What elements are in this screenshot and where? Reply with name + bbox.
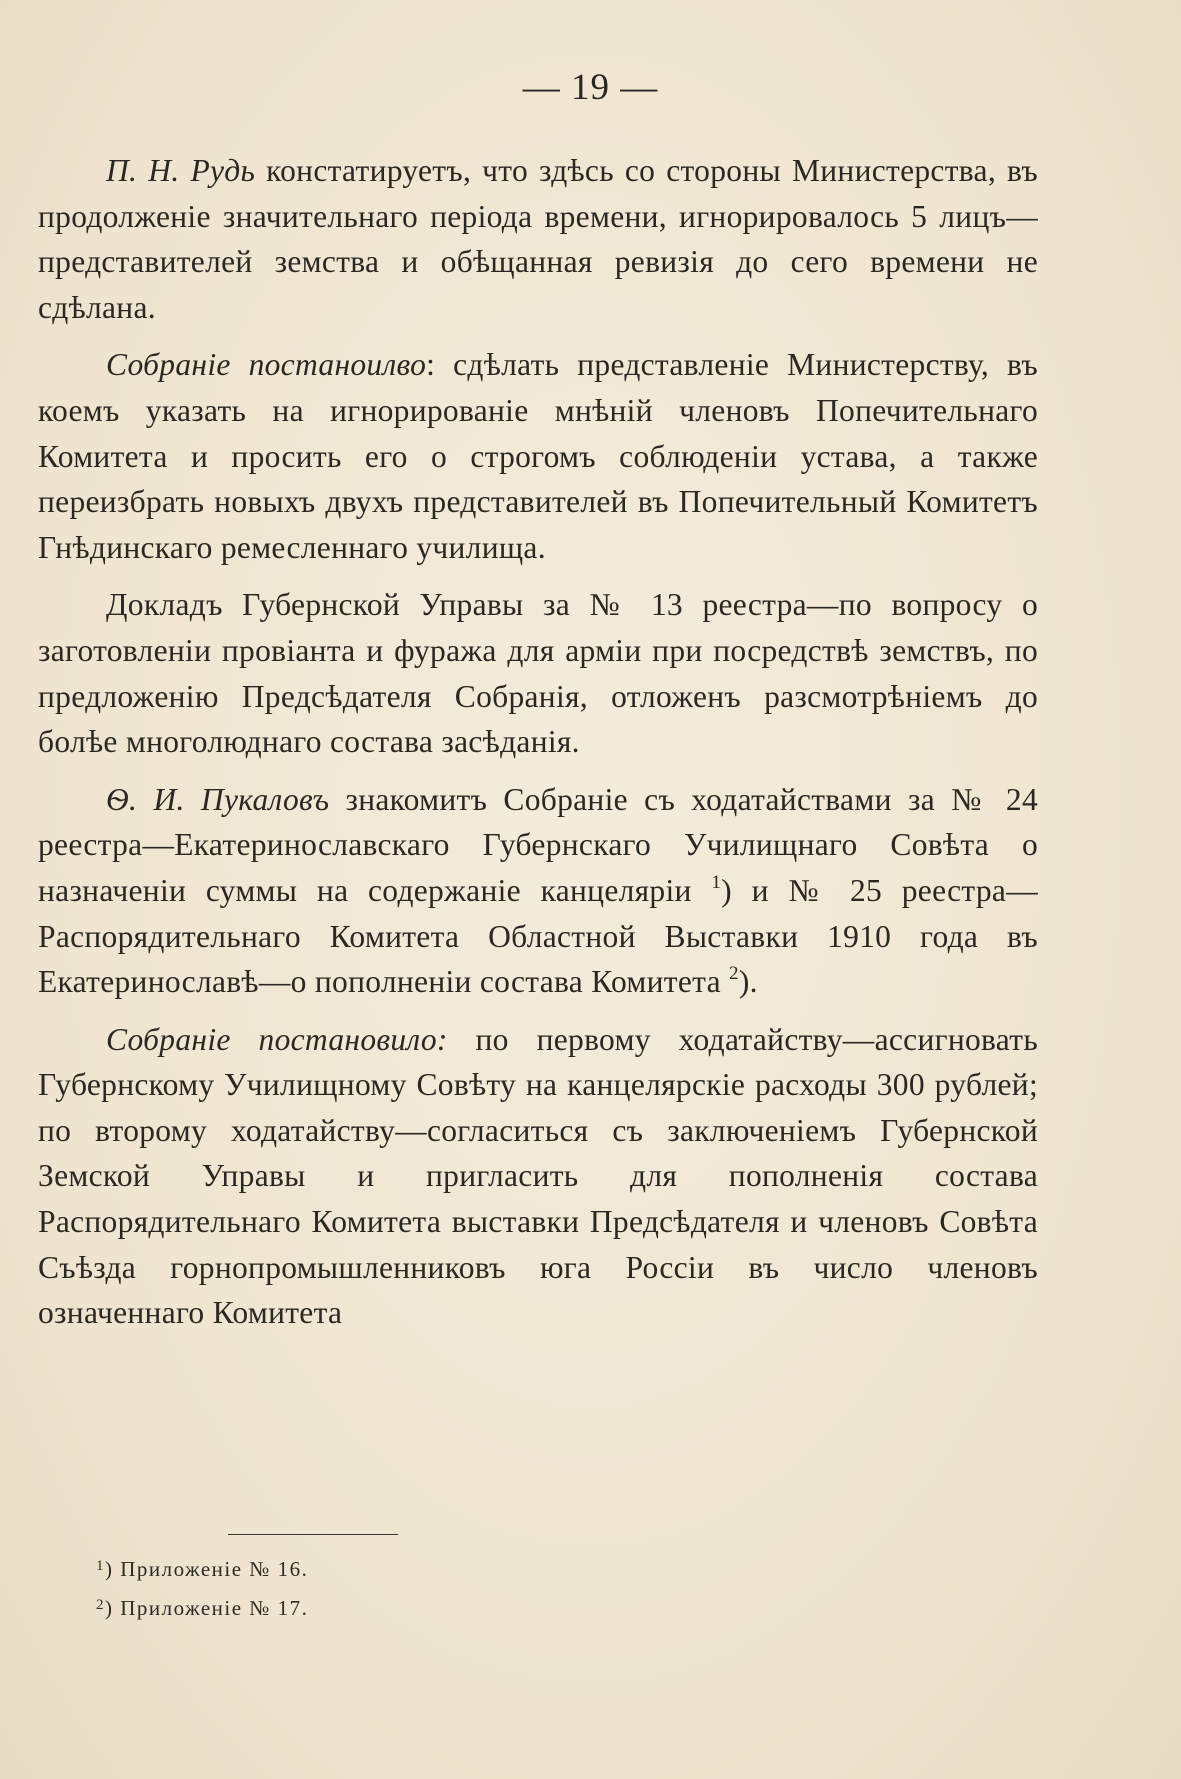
footnote-reference: 2 bbox=[729, 963, 739, 985]
paragraph-text: знакомитъ Собраніе съ ходатайствами за № 24 реестра—Екатеринославскаго Губернскаго Училищнаго Совѣта о назначеніи суммы на содержаніе канцеляріи bbox=[38, 781, 1039, 908]
footnote-item bbox=[96, 1548, 308, 1587]
paragraph-text: Докладъ Губернской Управы за № 13 реестра—по вопросу о заготовленіи провіанта и фуража для арміи при посредствѣ земствъ, по предложенію Предсѣдателя Собранія, отложенъ разсмотрѣніемъ до болѣе многолюднаго состава засѣданія. bbox=[38, 587, 1038, 760]
footnote-mark: 1 bbox=[96, 1558, 105, 1574]
paragraph-text: ) и № 25 реестра—Распорядительнаго Комитета Областной Выставки 1910 года въ Екатеринославѣ—о пополненіи состава Комитета bbox=[38, 872, 1038, 1000]
speaker-name: П. Н. Рудь bbox=[106, 153, 256, 188]
footnote-mark: 2 bbox=[96, 1597, 105, 1613]
paragraph-text: по первому ходатайству—ассигновать Губернскому Училищному Совѣту на канцелярскіе расходы 300 рублей; по второму ходатайству—согласиться съ заключеніемъ Губернской Земской Управы и пригласить для пополненія состава Распорядительнаго Комитета выставки Предсѣдателя и членовъ Совѣта Съѣзда горнопромышленниковъ юга Россіи въ число членовъ означеннаго Комитета bbox=[38, 1021, 1038, 1331]
paragraph-text: констатируетъ, что здѣсь со стороны Министерства, въ продолженіе значительнаго періода времени, игнорировалось 5 лицъ— представителей земства и обѣщанная ревизія до сего времени не сдѣлана. bbox=[38, 153, 1038, 325]
page-number: — 19 — bbox=[522, 67, 659, 108]
footnote-text: ) Приложеніе № 17. bbox=[105, 1596, 309, 1620]
main-text bbox=[38, 148, 1038, 1336]
resolution-lead: Собраніе постановило: bbox=[106, 1021, 448, 1057]
paragraph-report-postponed bbox=[38, 582, 1038, 764]
paragraph-resolution-ministry bbox=[38, 342, 1038, 570]
paragraph-resolution-petitions bbox=[38, 1017, 1038, 1336]
paragraph-rud-statement bbox=[38, 148, 1038, 330]
paragraph-text: : сдѣлать представленіе Министерству, въ коемъ указать на игнорированіе мнѣній членовъ Попечительнаго Комитета и просить его о строгомъ соблюденіи устава, а также переизбрать новыхъ двухъ представителей въ Попечительный Комитетъ Гнѣдинскаго ремесленнаго училища. bbox=[38, 347, 1038, 565]
footnote-item bbox=[96, 1587, 308, 1626]
paragraph-text: ). bbox=[738, 964, 758, 1000]
footnotes bbox=[96, 1548, 308, 1626]
resolution-lead: Собраніе постаноилво bbox=[106, 347, 427, 383]
footnote-divider bbox=[228, 1534, 398, 1535]
footnote-text: ) Приложеніе № 16. bbox=[105, 1557, 309, 1581]
paragraph-pukalov-petitions bbox=[38, 777, 1038, 1005]
footnote-reference: 1 bbox=[711, 871, 722, 893]
speaker-name: Ѳ. И. Пукаловъ bbox=[106, 781, 330, 817]
